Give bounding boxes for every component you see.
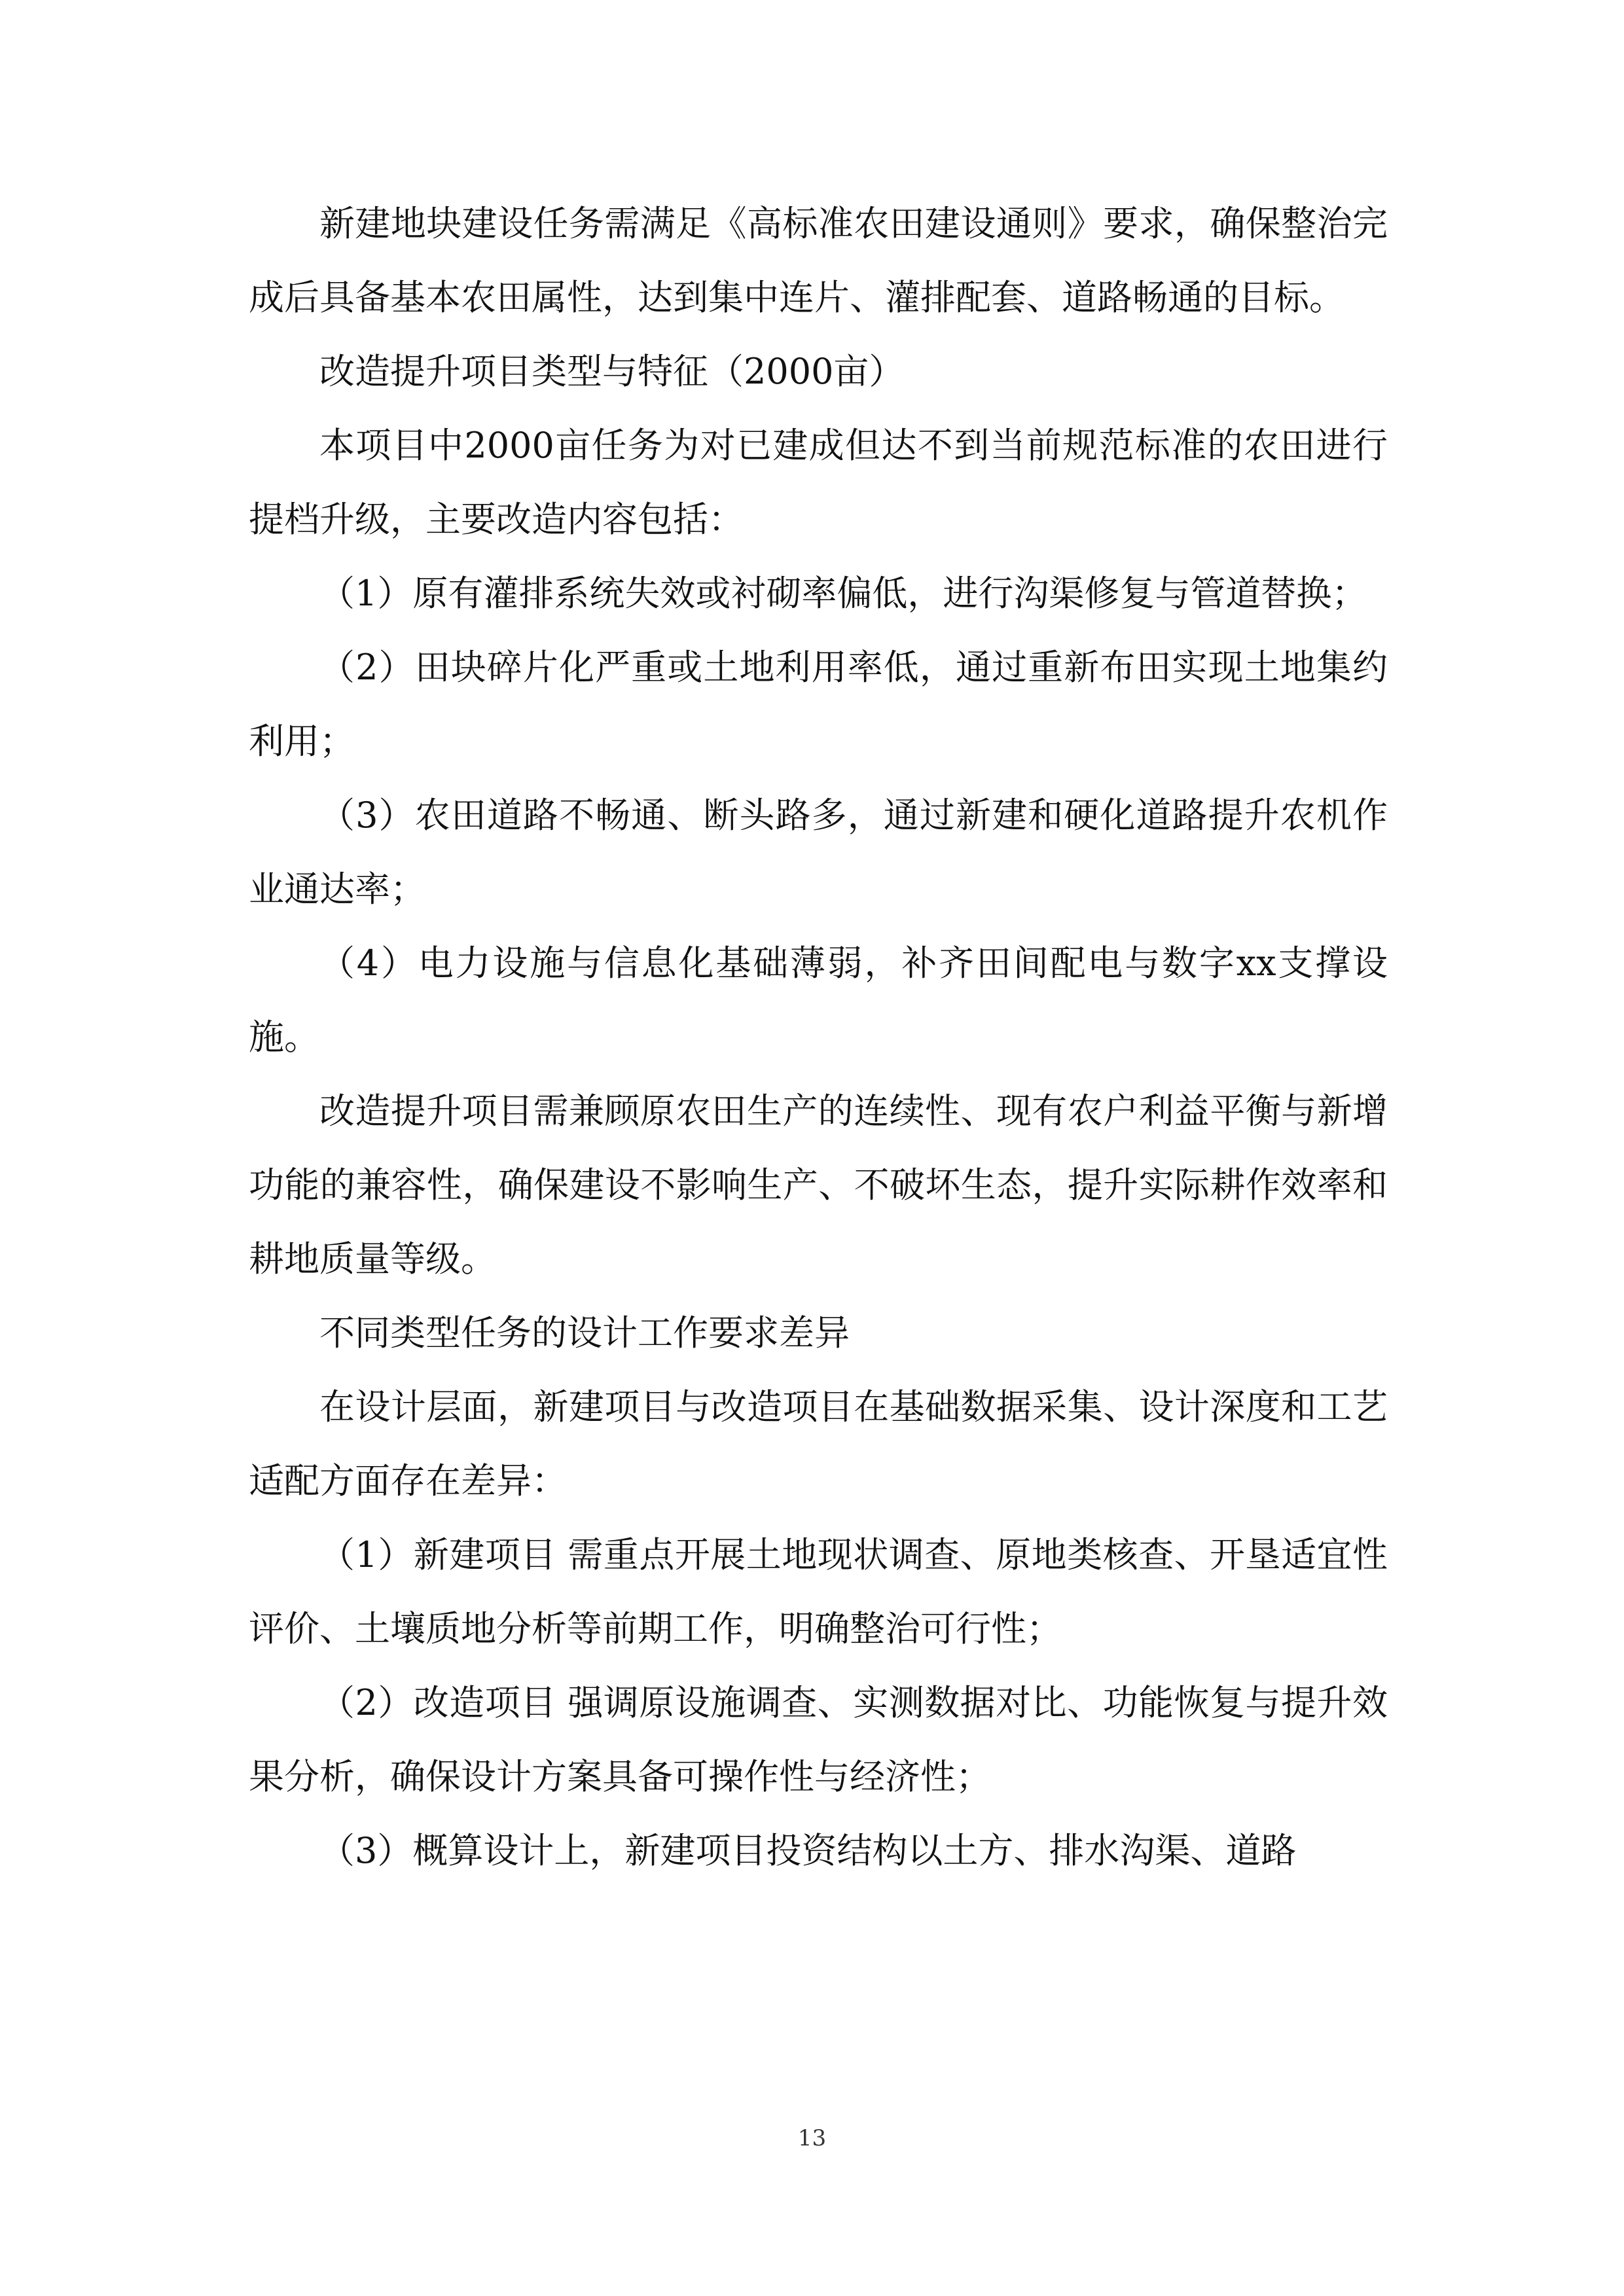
paragraph-renovation-balance: 改造提升项目需兼顾原农田生产的连续性、现有农户利益平衡与新增功能的兼容性，确保建设不影响生产、不破坏生态，提升实际耕作效率和耕地质量等级。 <box>249 1090 1388 1280</box>
list-item-budget-design: （3）概算设计上，新建项目投资结构以土方、排水沟渠、道路 <box>319 1830 1297 1871</box>
list-item-power-info: （4）电力设施与信息化基础薄弱，补齐田间配电与数字xx支撑设施。 <box>249 942 1388 1058</box>
list-item-renovation-project: （2）改造项目 强调原设施调查、实测数据对比、功能恢复与提升效果分析，确保设计方案具备可操作性与经济性； <box>249 1682 1388 1797</box>
list-item-irrigation: （1）原有灌排系统失效或衬砌率偏低，进行沟渠修复与管道替换； <box>319 573 1367 614</box>
heading-design-differences: 不同类型任务的设计工作要求差异 <box>319 1312 850 1354</box>
document-body <box>249 187 1388 1888</box>
list-item-new-project: （1）新建项目 需重点开展土地现状调查、原地类核查、开垦适宜性评价、土壤质地分析等前期工作，明确整治可行性； <box>249 1534 1388 1649</box>
paragraph-new-plot-requirements: 新建地块建设任务需满足《高标准农田建设通则》要求，确保整治完成后具备基本农田属性，达到集中连片、灌排配套、道路畅通的目标。 <box>249 203 1388 318</box>
list-item-roads: （3）农田道路不畅通、断头路多，通过新建和硬化道路提升农机作业通达率； <box>249 795 1388 910</box>
list-item-field-fragmentation: （2）田块碎片化严重或土地利用率低，通过重新布田实现土地集约利用； <box>249 647 1388 762</box>
heading-renovation-types: 改造提升项目类型与特征（2000亩） <box>319 351 905 392</box>
paragraph-renovation-intro: 本项目中2000亩任务为对已建成但达不到当前规范标准的农田进行提档升级，主要改造内容包括： <box>249 425 1388 540</box>
page-number: 13 <box>797 2125 827 2151</box>
paragraph-design-intro: 在设计层面，新建项目与改造项目在基础数据采集、设计深度和工艺适配方面存在差异： <box>249 1386 1388 1501</box>
